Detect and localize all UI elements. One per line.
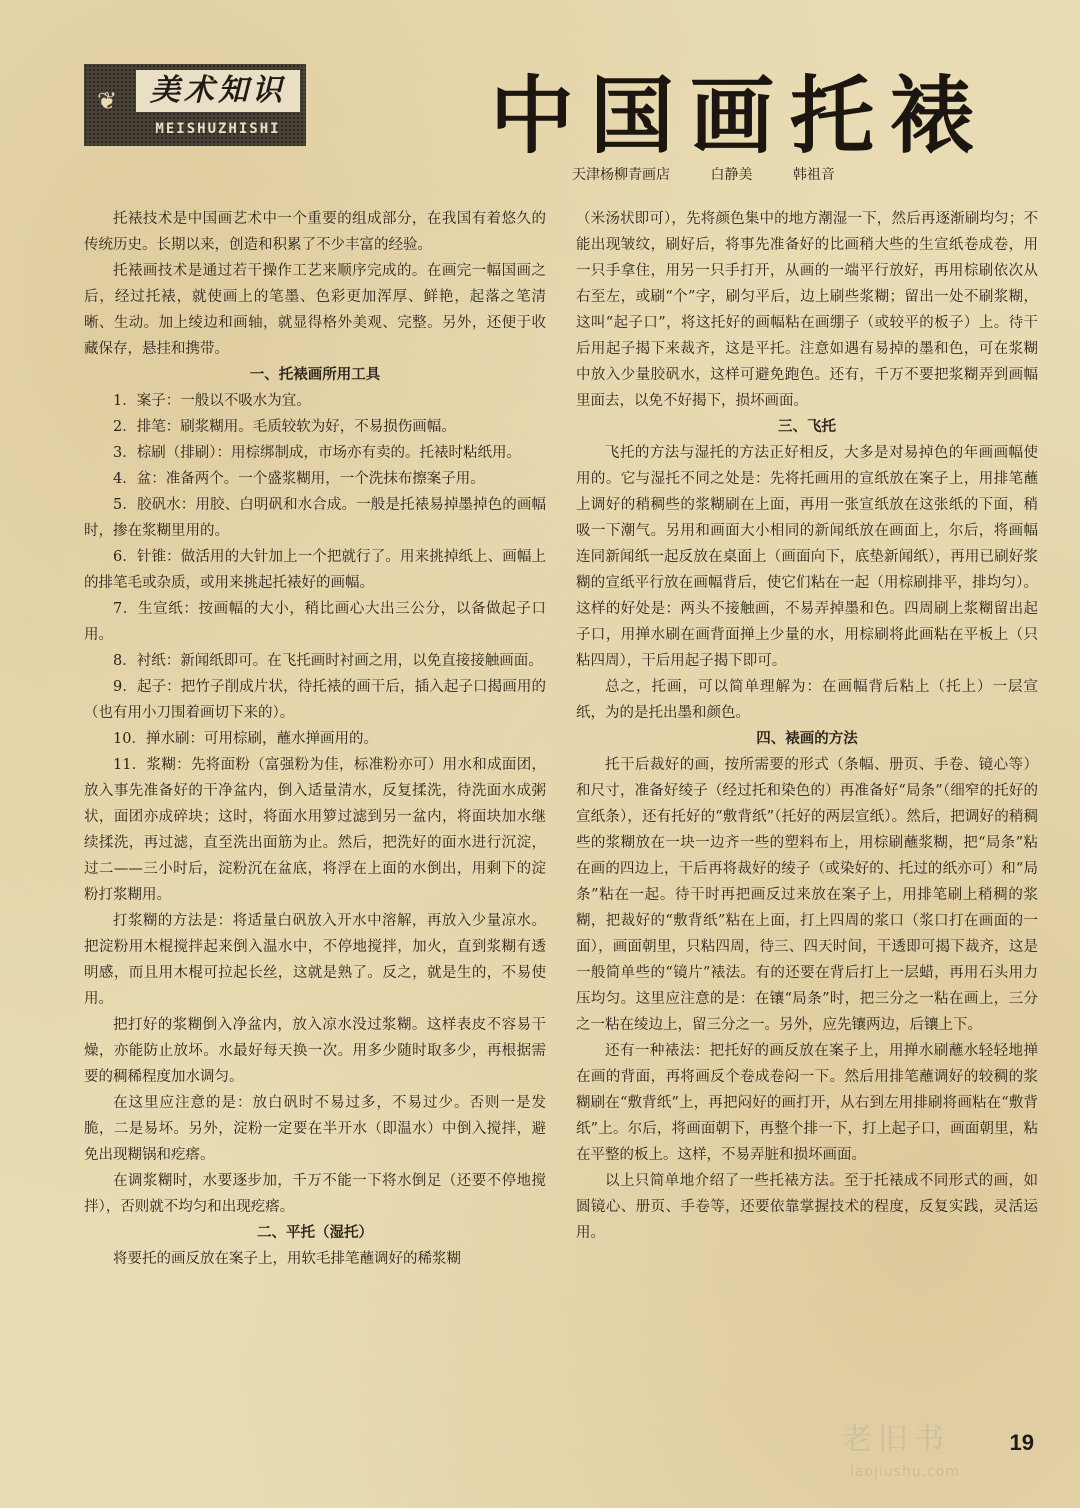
watermark-url: laojiushu.com [850, 1464, 961, 1480]
left-column [84, 206, 546, 1446]
paragraph: 托裱画技术是通过若干操作工艺来顺序完成的。在画完一幅国画之后，经过托裱，就使画上的笔墨、色彩更加浑厚、鲜艳，起落之笔清晰、生动。加上绫边和画轴，就显得格外美观、完整。另外，还便于收藏保存，悬挂和携带。 [84, 263, 546, 357]
list-item: 1．案子：一般以不吸水为宜。 [113, 393, 311, 409]
section-heading: 四、裱画的方法 [756, 730, 858, 747]
list-item: 5．胶矾水：用胶、白明矾和水合成。一般是托裱易掉墨掉色的画幅时，掺在浆糊里用的。 [84, 497, 546, 539]
column-name: 美术知识 [136, 70, 300, 112]
paragraph: 将要托的画反放在案子上，用软毛排笔蘸调好的稀浆糊 [113, 1251, 461, 1267]
list-item: 10．掸水刷：可用棕刷，蘸水掸画用的。 [113, 731, 378, 747]
paragraph: 托干后裁好的画，按所需要的形式（条幅、册页、手卷、镜心等）和尺寸，准备好绫子（经过托和染色的）再准备好“局条”（细窄的托好的宣纸条），还有托好的“敷背纸”（托好的两层宣纸）。然后，把调好的稍稠些的浆糊放在一块一边齐一些的塑料布上，用棕刷蘸浆糊，把“局条”粘在画的四边上，干后再将裁好的绫子（或染好的、托过的纸亦可）和“局条”粘在一起。待干时再把画反过来放在案子上，用排笔刷上稍稠的浆糊，把裁好的“敷背纸”粘在上面，打上四周的浆口（浆口打在画面的一面），画面朝里，只粘四周，待三、四天时间，干透即可揭下裁齐，这是一般简单些的“镜片”裱法。有的还要在背后打上一层蜡，再用石头用力压均匀。这里应注意的是：在镶“局条”时，把三分之一粘在画上，三分之一粘在绫边上，留三分之一。另外，应先镶两边，后镶上下。 [576, 757, 1038, 1033]
byline-author: 韩祖音 [792, 167, 835, 183]
paragraph: 还有一种裱法：把托好的画反放在案子上，用掸水刷蘸水轻轻地掸在画的背面，再将画反个卷成卷闷一下。然后用排笔蘸调好的较稠的浆糊刷在“敷背纸”上，再把闷好的画打开，从右到左用排刷将画粘在“敷背纸”上。尔后，将画面朝下，再整个排一下，打上起子口，画面朝里，粘在平整的板上。这样，不易弄脏和损坏画面。 [576, 1043, 1038, 1163]
list-item: 4．盆：准备两个。一个盛浆糊用，一个洗抹布擦案子用。 [113, 471, 485, 487]
paragraph: 把打好的浆糊倒入净盆内，放入凉水没过浆糊。这样表皮不容易干燥，亦能防止放坏。水最好每天换一次。用多少随时取多少，再根据需要的稠稀程度加水调匀。 [84, 1017, 546, 1085]
column-banner [84, 64, 306, 146]
section-heading: 一、托裱画所用工具 [249, 366, 381, 383]
paragraph: 打浆糊的方法是：将适量白矾放入开水中溶解，再放入少量凉水。把淀粉用木棍搅拌起来倒入温水中，不停地搅拌，加火，直到浆糊有透明感，而且用木棍可拉起长丝，这就是熟了。反之，就是生的，不易使用。 [84, 913, 546, 1007]
paragraph: 在这里应注意的是：放白矾时不易过多，不易过少。否则一是发脆，二是易坏。另外，淀粉一定要在半开水（即温水）中倒入搅拌，避免出现糊锅和疙瘩。 [84, 1095, 546, 1163]
right-column [576, 206, 1038, 1446]
list-item: 7．生宣纸：按画幅的大小，稍比画心大出三公分，以备做起子口用。 [84, 601, 546, 643]
paragraph: 总之，托画，可以简单理解为：在画幅背后粘上（托上）一层宣纸，为的是托出墨和颜色。 [576, 679, 1038, 721]
paragraph: 飞托的方法与湿托的方法正好相反，大多是对易掉色的年画画幅使用的。它与湿托不同之处是：先将托画用的宣纸放在案子上，用排笔蘸上调好的稍稠些的浆糊刷在上面，再用一张宣纸放在这张纸的下面，稍吸一下潮气。另用和画面大小相同的新闻纸放在画面上，尔后，将画幅连同新闻纸一起反放在桌面上（画面向下，底垫新闻纸），再用已刷好浆糊的宣纸平行放在画幅背后，使它们粘在一起（用棕刷排平，排均匀）。这样的好处是：两头不接触画，不易弄掉墨和色。四周刷上浆糊留出起子口，用掸水刷在画背面掸上少量的水，用棕刷将此画粘在平板上（只粘四周），干后用起子揭下即可。 [576, 445, 1038, 669]
byline [572, 164, 992, 186]
byline-organization: 天津杨柳青画店 [572, 167, 670, 183]
list-item: 6．针锥：做活用的大针加上一个把就行了。用来挑掉纸上、画幅上的排笔毛或杂质，或用来挑起托裱好的画幅。 [84, 549, 546, 591]
watermark: 老旧书 [842, 1422, 950, 1457]
byline-author: 白静美 [710, 167, 753, 183]
section-heading: 三、飞托 [778, 418, 836, 435]
column-name-pinyin: MEISHUZHISHI [155, 121, 281, 137]
section-heading: 二、平托（湿托） [257, 1224, 373, 1241]
banner-emblem-icon: ❦ [96, 87, 118, 115]
paragraph: 在调浆糊时，水要逐步加，千万不能一下将水倒足（还要不停地搅拌），否则就不均匀和出现疙瘩。 [84, 1173, 546, 1215]
paragraph: 以上只简单地介绍了一些托裱方法。至于托裱成不同形式的画，如圆镜心、册页、手卷等，还要依靠掌握技术的程度，反复实践，灵活运用。 [576, 1173, 1038, 1241]
list-item: 2．排笔：刷浆糊用。毛质较软为好，不易损伤画幅。 [113, 419, 456, 435]
list-item: 9．起子：把竹子削成片状，待托裱的画干后，插入起子口揭画用的（也有用小刀围着画切下来的）。 [84, 679, 546, 721]
list-item: 3．棕刷（排刷）：用棕绑制成，市场亦有卖的。托裱时粘纸用。 [113, 445, 521, 461]
page-number: 19 [1009, 1430, 1034, 1455]
paragraph: （米汤状即可），先将颜色集中的地方潮湿一下，然后再逐渐刷均匀；不能出现皱纹，刷好后，将事先准备好的比画稍大些的生宣纸卷成卷，用一只手拿住，用另一只手打开，从画的一端平行放好，再用棕刷依次从右至左，或刷“个”字，刷匀平后，边上刷些浆糊；留出一处不刷浆糊，这叫“起子口”，将这托好的画幅粘在画绷子（或较平的板子）上。待干后用起子揭下来裁齐，这是平托。注意如遇有易掉的墨和色，可在浆糊中放入少量胶矾水，这样可避免跑色。还有，千万不要把浆糊弄到画幅里面去，以免不好揭下，损坏画面。 [576, 211, 1038, 409]
paragraph: 托裱技术是中国画艺术中一个重要的组成部分，在我国有着悠久的传统历史。长期以来，创造和积累了不少丰富的经验。 [84, 211, 546, 253]
list-item: 11．浆糊：先将面粉（富强粉为佳，标准粉亦可）用水和成面团，放入事先准备好的干净盆内，倒入适量清水，反复揉洗，待洗面水成粥状，面团亦成碎块；这时，将面水用箩过滤到另一盆内，将面块加水继续揉洗，再过滤，直至洗出面筋为止。然后，把洗好的面水进行沉淀，过二——三小时后，淀粉沉在盆底，将浮在上面的水倒出，用剩下的淀粉打浆糊用。 [84, 757, 546, 903]
list-item: 8．衬纸：新闻纸即可。在飞托画时衬画之用，以免直接接触画面。 [113, 653, 543, 669]
article-title: 中国画托裱 [490, 66, 991, 165]
